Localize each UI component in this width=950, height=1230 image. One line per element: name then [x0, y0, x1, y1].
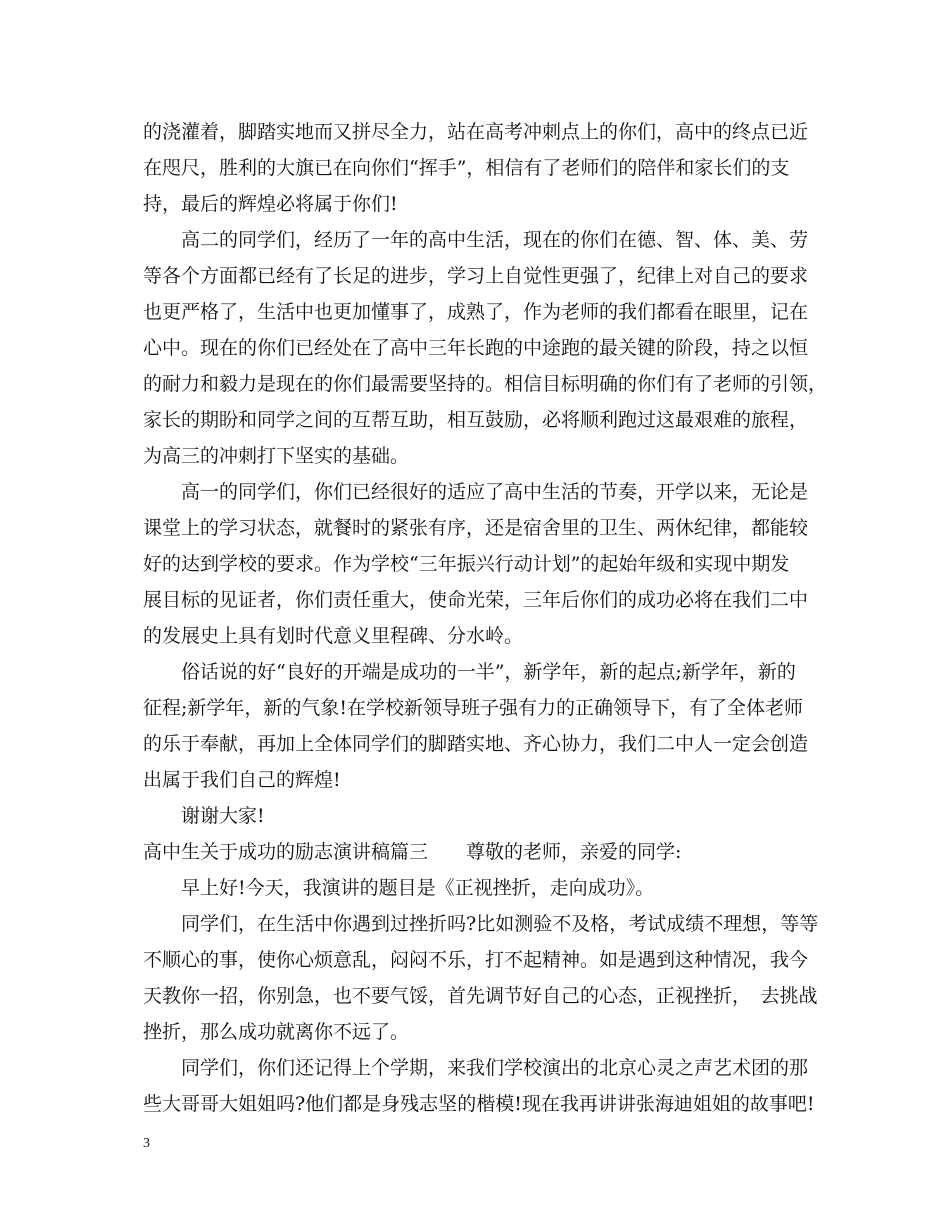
paragraph: [143, 654, 813, 798]
text-line: 心中。现在的你们已经处在了高中三年长跑的中途跑的最关键的阶段，持之以恒: [143, 337, 809, 359]
paragraph: [143, 798, 813, 834]
text-line: 的乐于奉献，再加上全体同学们的脚踏实地、齐心协力，我们二中人一定会创造: [143, 733, 809, 755]
document-body: [143, 114, 828, 1122]
text-line: 挫折，那么成功就离你不远了。: [143, 1021, 410, 1043]
paragraph: [143, 114, 813, 222]
text-line: 征程;新学年，新的气象!在学校新领导班子强有力的正确领导下，有了全体老师: [143, 697, 804, 719]
paragraph: [143, 1050, 813, 1122]
text-line: 课堂上的学习状态，就餐时的紧张有序，还是宿舍里的卫生、两休纪律，都能较: [143, 517, 809, 539]
text-line: 为高三的冲刺打下坚实的基础。: [143, 445, 410, 467]
text-line: 的发展史上具有划时代意义里程碑、分水岭。: [143, 625, 524, 647]
text-line: 的耐力和毅力是现在的你们最需要坚持的。相信目标明确的你们有了老师的引领，: [143, 373, 828, 395]
text-line: 家长的期盼和同学之间的互帮互助，相互鼓励，必将顺利跑过这最艰难的旅程，: [143, 409, 809, 431]
text-line: 高一的同学们，你们已经很好的适应了高中生活的节奏，开学以来，无论是: [181, 481, 809, 503]
text-line: 的浇灌着，脚踏实地而又拼尽全力，站在高考冲刺点上的你们，高中的终点已近: [143, 121, 809, 143]
text-line: 高二的同学们，经历了一年的高中生活，现在的你们在德、智、体、美、劳: [181, 229, 809, 251]
text-line: 早上好!今天，我演讲的题目是《正视挫折，走向成功》。: [181, 877, 655, 899]
section-heading-line: [143, 834, 813, 870]
text-line: 同学们，你们还记得上个学期，来我们学校演出的北京心灵之声艺术团的那: [181, 1057, 809, 1079]
text-line: 同学们，在生活中你遇到过挫折吗?比如测验不及格，考试成绩不理想，等等: [181, 913, 819, 935]
text-line: 也更严格了，生活中也更加懂事了，成熟了，作为老师的我们都看在眼里，记在: [143, 301, 809, 323]
paragraph: [143, 870, 813, 906]
paragraph: [143, 222, 828, 474]
paragraph: [143, 906, 819, 1050]
text-line: 些大哥哥大姐姐吗?他们都是身残志坚的楷模!现在我再讲讲张海迪姐姐的故事吧!: [143, 1093, 815, 1115]
text-line: 俗话说的好“良好的开端是成功的一半”，新学年，新的起点;新学年，新的: [181, 661, 796, 683]
text-line: 出属于我们自己的辉煌!: [143, 769, 341, 791]
text-line: 在咫尺，胜利的大旗已在向你们“挥手”，相信有了老师们的陪伴和家长们的支: [143, 157, 790, 179]
text-line: 持，最后的辉煌必将属于你们!: [143, 193, 398, 215]
text-line: 等各个方面都已经有了长足的进步，学习上自觉性更强了，纪律上对自己的要求: [143, 265, 809, 287]
text-line: 谢谢大家!: [181, 805, 265, 827]
text-line: 好的达到学校的要求。作为学校“三年振兴行动计划”的起始年级和实现中期发: [143, 553, 790, 575]
page-number: 3: [143, 1136, 150, 1151]
text-line: 展目标的见证者，你们责任重大，使命光荣，三年后你们的成功必将在我们二中: [143, 589, 809, 611]
paragraph: [143, 474, 813, 654]
text-line: 不顺心的事，使你心烦意乱，闷闷不乐，打不起精神。如是遇到这种情况，我今: [143, 949, 809, 971]
text-line: 天教你一招，你别急，也不要气馁，首先调节好自己的心态，正视挫折， 去挑战: [143, 985, 818, 1007]
text-line: 高中生关于成功的励志演讲稿篇三 尊敬的老师，亲爱的同学:: [143, 841, 682, 863]
